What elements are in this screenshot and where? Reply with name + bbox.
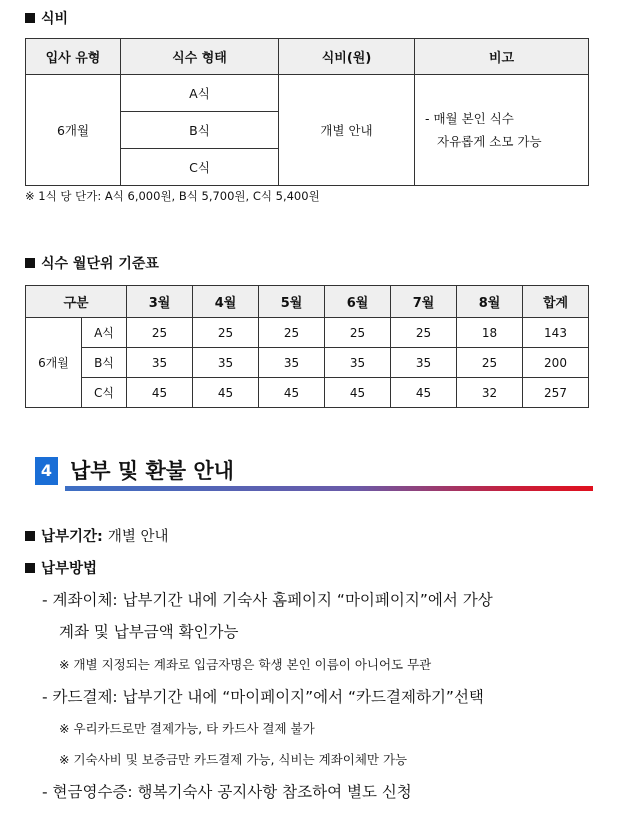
total-cell: 257 <box>523 378 589 408</box>
value-cell: 35 <box>325 348 391 378</box>
value-cell: 32 <box>457 378 523 408</box>
payment-period-label: 납부기간: <box>41 529 103 545</box>
value-cell: 45 <box>193 378 259 408</box>
meal-type-c: C식 <box>121 149 279 186</box>
meal-fee-table <box>25 38 589 186</box>
meal-type-cell: C식 <box>82 378 127 408</box>
remarks-line-2: 자유롭게 소모 가능 <box>437 134 542 149</box>
meal-type-b: B식 <box>121 112 279 149</box>
header-meal-type: 식수 형태 <box>121 39 279 75</box>
value-cell: 35 <box>193 348 259 378</box>
payment-period-value: 개별 안내 <box>107 529 169 545</box>
transfer-line-2: 계좌 및 납부금액 확인가능 <box>59 623 239 641</box>
value-cell: 45 <box>391 378 457 408</box>
period-cell: 6개월 <box>26 75 121 186</box>
card-note-2: ※ 기숙사비 및 보증금만 카드결제 가능, 식비는 계좌이체만 가능 <box>59 752 408 767</box>
value-cell: 25 <box>127 318 193 348</box>
value-cell: 25 <box>259 318 325 348</box>
value-cell: 18 <box>457 318 523 348</box>
meal-type-a: A식 <box>121 75 279 112</box>
header-remarks: 비고 <box>415 39 589 75</box>
header-month: 8월 <box>457 286 523 318</box>
value-cell: 35 <box>127 348 193 378</box>
unit-price-footnote: ※ 1식 당 단가: A식 6,000원, B식 5,700원, C식 5,400원 <box>25 189 320 203</box>
monthly-section-title: 식수 월단위 기준표 <box>25 253 159 273</box>
header-total: 합계 <box>523 286 589 318</box>
value-cell: 35 <box>391 348 457 378</box>
header-month: 6월 <box>325 286 391 318</box>
value-cell: 25 <box>457 348 523 378</box>
meal-type-cell: A식 <box>82 318 127 348</box>
square-bullet-icon <box>25 531 35 541</box>
chapter-heading <box>35 455 593 495</box>
chapter-underline <box>65 486 593 491</box>
meal-section-title: 식비 <box>25 8 68 28</box>
header-month: 4월 <box>193 286 259 318</box>
receipt-line: - 현금영수증: 행복기숙사 공지사항 참조하여 별도 신청 <box>42 783 412 801</box>
header-meal-fee: 식비(원) <box>279 39 415 75</box>
header-join-type: 입사 유형 <box>26 39 121 75</box>
chapter-number-badge: 4 <box>35 457 58 485</box>
value-cell: 45 <box>127 378 193 408</box>
meal-type-cell: B식 <box>82 348 127 378</box>
value-cell: 35 <box>259 348 325 378</box>
value-cell: 25 <box>325 318 391 348</box>
chapter-title: 납부 및 환불 안내 <box>70 459 234 483</box>
table-row <box>26 75 589 112</box>
transfer-note: ※ 개별 지정되는 계좌로 입금자명은 학생 본인 이름이 아니어도 무관 <box>59 657 432 672</box>
table-header-row <box>26 286 589 318</box>
transfer-line-1: - 계좌이체: 납부기간 내에 기숙사 홈페이지 “마이페이지”에서 가상 <box>42 591 493 609</box>
value-cell: 25 <box>391 318 457 348</box>
header-category: 구분 <box>26 286 127 318</box>
square-bullet-icon <box>25 13 35 23</box>
table-row <box>26 378 589 408</box>
header-month: 3월 <box>127 286 193 318</box>
payment-period <box>25 525 169 546</box>
remarks-line-1: - 매월 본인 식수 <box>425 111 514 126</box>
value-cell: 45 <box>325 378 391 408</box>
remarks-cell <box>415 75 589 186</box>
table-row <box>26 318 589 348</box>
card-line: - 카드결제: 납부기간 내에 “마이페이지”에서 “카드결제하기”선택 <box>42 688 484 706</box>
fee-cell: 개별 안내 <box>279 75 415 186</box>
table-header-row <box>26 39 589 75</box>
monthly-meal-table <box>25 285 589 408</box>
value-cell: 25 <box>193 318 259 348</box>
table-row <box>26 348 589 378</box>
header-month: 7월 <box>391 286 457 318</box>
card-note-1: ※ 우리카드로만 결제가능, 타 카드사 결제 불가 <box>59 721 315 736</box>
square-bullet-icon <box>25 258 35 268</box>
value-cell: 45 <box>259 378 325 408</box>
period-cell: 6개월 <box>26 318 82 408</box>
header-month: 5월 <box>259 286 325 318</box>
square-bullet-icon <box>25 563 35 573</box>
payment-method-title: 납부방법 <box>25 557 97 578</box>
total-cell: 200 <box>523 348 589 378</box>
total-cell: 143 <box>523 318 589 348</box>
